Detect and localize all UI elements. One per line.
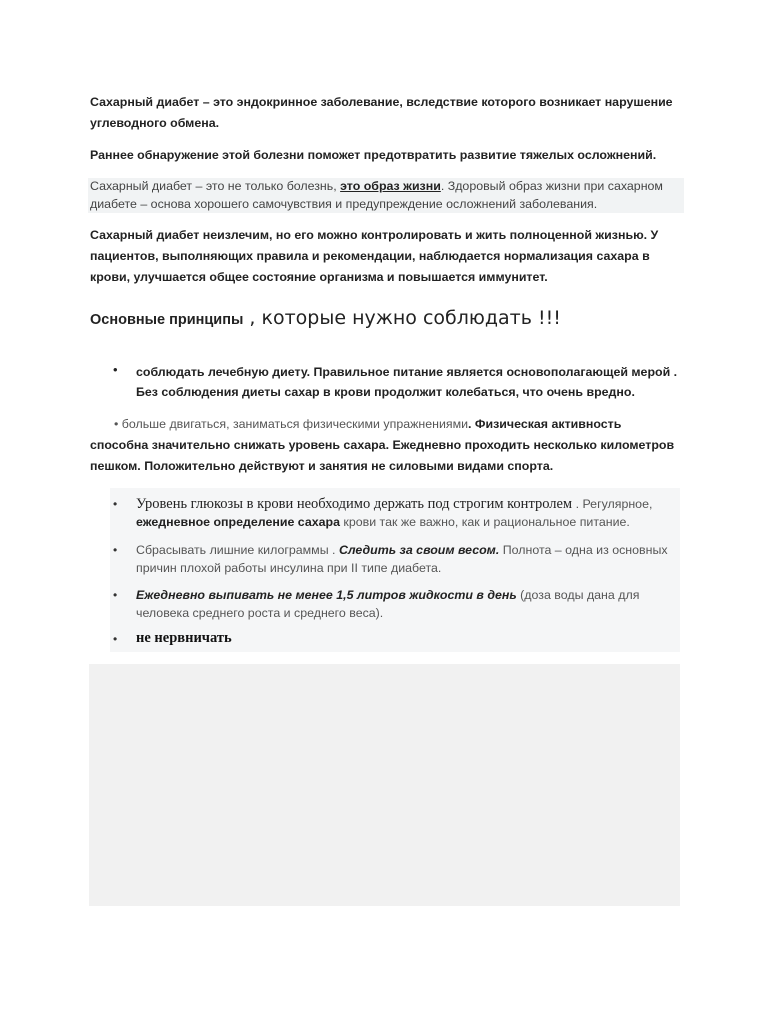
lifestyle-link[interactable]: это образ жизни [340, 179, 441, 193]
glucose-mid-text: . Регулярное, [572, 497, 653, 511]
heading-rest: , которые нужно соблюдать !!! [243, 307, 561, 329]
bullet-icon: • [113, 543, 118, 557]
glucose-rest-text: крови так же важно, как и рациональное питание. [339, 514, 630, 529]
bullet-icon: • [113, 632, 118, 646]
list-item-activity [90, 414, 680, 477]
paragraph-early-detection: Раннее обнаружение этой болезни поможет предотвратить развитие тяжелых осложнений. [90, 148, 657, 162]
water-rest-text: (доза воды дана для человека среднего роста и среднего веса). [136, 588, 640, 620]
weight-plain-text: Сбрасывать лишние килограммы . [136, 543, 339, 557]
water-bold-italic-text: Ежедневно выпивать не менее 1,5 литров жидкости в день [136, 588, 517, 602]
paragraph-definition: Сахарный диабет – это эндокринное заболевание, вследствие которого возникает нарушение углеводного обмена. [90, 95, 673, 130]
bullet-icon: • [113, 497, 118, 511]
activity-gray-text: • больше двигаться, заниматься физическими упражнениями [114, 417, 469, 431]
box-item-water [136, 587, 676, 622]
activity-rest-text: . Физическая активность способна значительно снижать уровень сахара. Ежедневно проходить несколько километров пешком. Положительно действуют и занятия не силовыми видами спорта. [90, 417, 675, 473]
paragraph-lifestyle [88, 178, 684, 213]
list-item-diet [136, 362, 681, 402]
bullet-icon: • [113, 362, 118, 377]
lifestyle-text-end: . Здоровый образ жизни при сахарном диабете – основа хорошего самочувствия и предупреждение осложнений заболевания. [90, 179, 663, 211]
section-heading [90, 303, 561, 331]
box-item-weight [136, 542, 676, 577]
bullet-icon: • [113, 588, 118, 602]
weight-bold-italic-text: Следить за своим весом. [338, 543, 500, 557]
weight-rest-text: Полнота – одна из основных причин плохой работы инсулина при II типе диабета. [136, 543, 668, 575]
heading-bold-part: Основные принципы [90, 312, 244, 328]
lifestyle-text-start: Сахарный диабет – это не только болезнь, [90, 179, 341, 193]
glucose-serif-text: Уровень глюкозы в крови необходимо держать под строгим контролем [136, 496, 573, 512]
diet-bold-text: соблюдать лечебную диету [136, 365, 307, 379]
box-item-glucose [136, 496, 676, 531]
diet-rest-text: . Правильное питание является основополагающей мерой . Без соблюдения диеты сахар в крови продолжит колебаться, что очень вредно. [136, 365, 678, 399]
glucose-bold-text: ежедневное определение сахара [136, 514, 340, 529]
image-placeholder [89, 664, 680, 906]
box-item-nerves: не нервничать [136, 630, 232, 646]
paragraph-control: Сахарный диабет неизлечим, но его можно контролировать и жить полноценной жизнью. У пациентов, выполняющих правила и рекомендации, наблюдается нормализация сахара в крови, улучшается общее состояние организма и повышается иммунитет. [90, 228, 659, 284]
